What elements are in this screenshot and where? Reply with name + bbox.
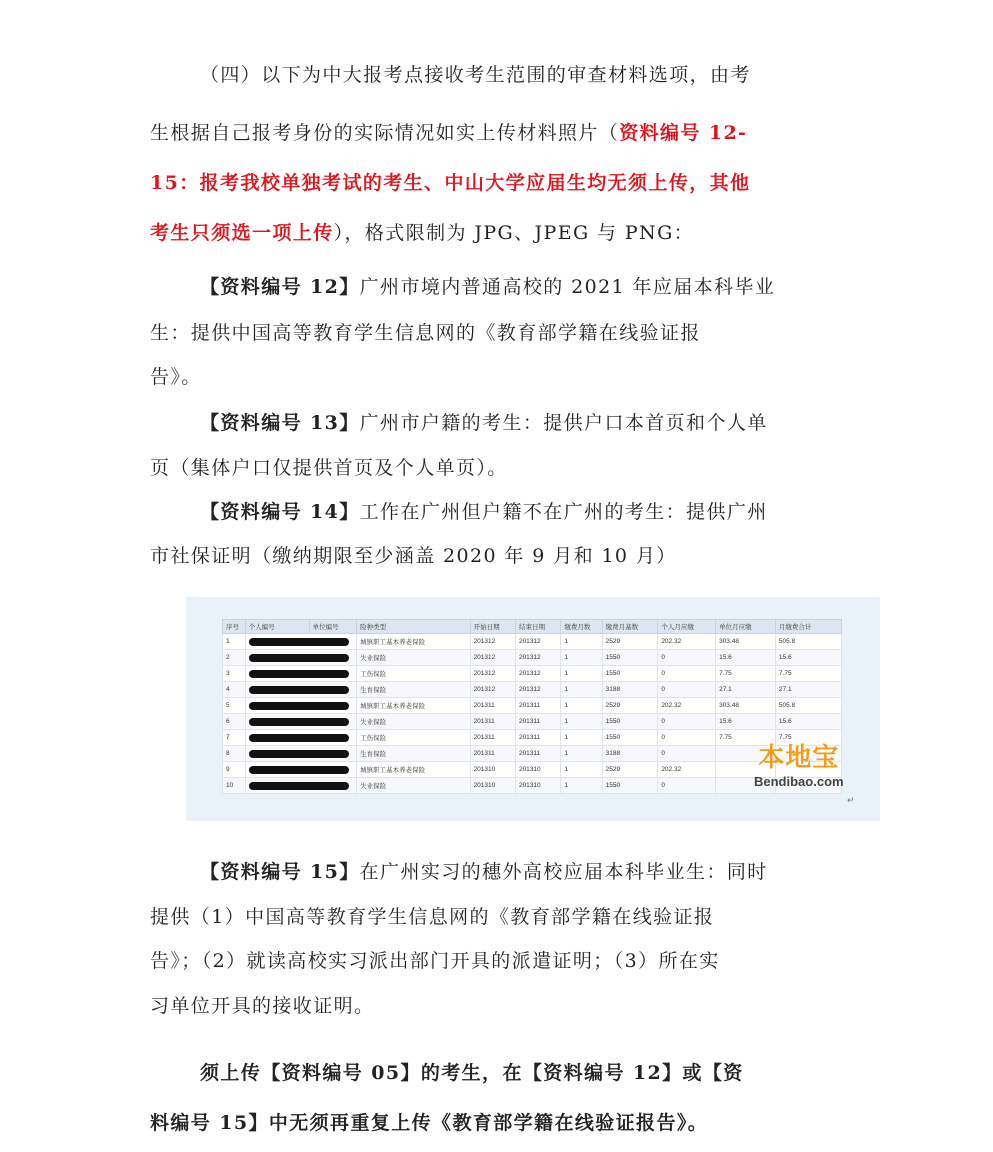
watermark-logo-text: 本地宝 xyxy=(758,743,840,773)
table-cell: 5 xyxy=(223,698,246,714)
table-cell: 0 xyxy=(658,650,716,666)
table-cell: 201312 xyxy=(515,666,560,682)
item12-line1 xyxy=(200,272,775,299)
table-cell: 1 xyxy=(561,682,602,698)
redaction-bar xyxy=(249,670,349,678)
table-cell: 2 xyxy=(223,650,246,666)
table-cell: 201312 xyxy=(470,682,515,698)
table-cell: 201311 xyxy=(470,746,515,762)
table-cell: 9 xyxy=(223,762,246,778)
table-cell: 生育保险 xyxy=(357,746,470,762)
item13-text1: 广州市户籍的考生：提供户口本首页和个人单 xyxy=(359,412,768,434)
table-cell: 202.32 xyxy=(658,634,716,650)
table-cell: 201311 xyxy=(470,698,515,714)
table-cell: 0 xyxy=(658,778,716,794)
table-row xyxy=(223,762,842,778)
para1-line4 xyxy=(150,218,694,245)
table-cell: 0 xyxy=(658,730,716,746)
para1-line2-red: 资料编号 12- xyxy=(619,122,748,144)
redacted-personal-id xyxy=(245,762,356,778)
table-cell: 0 xyxy=(658,682,716,698)
item15-line3: 告》；（2）就读高校实习派出部门开具的派遣证明；（3）所在实 xyxy=(150,950,720,972)
para1-line2-text: 生根据自己报考身份的实际情况如实上传材料照片（ xyxy=(150,122,620,144)
table-cell: 1 xyxy=(223,634,246,650)
table-cell: 1 xyxy=(561,762,602,778)
table-cell: 15.6 xyxy=(775,714,841,730)
table-cell: 失业保险 xyxy=(357,778,470,794)
table-cell: 2529 xyxy=(602,698,658,714)
table-cell: 1550 xyxy=(602,778,658,794)
table-cell: 201312 xyxy=(515,682,560,698)
redacted-personal-id xyxy=(245,634,356,650)
table-row xyxy=(223,682,842,698)
item15-line2: 提供（1）中国高等教育学生信息网的《教育部学籍在线验证报 xyxy=(150,906,715,928)
table-row xyxy=(223,634,842,650)
table-cell: 7.75 xyxy=(716,730,776,746)
table-cell: 7 xyxy=(223,730,246,746)
redaction-bar xyxy=(249,702,349,710)
redacted-personal-id xyxy=(245,730,356,746)
table-cell: 2529 xyxy=(602,634,658,650)
redaction-bar xyxy=(249,750,349,758)
table-cell: 201310 xyxy=(515,778,560,794)
item13-label: 【资料编号 13】 xyxy=(200,412,360,434)
table-cell: 1 xyxy=(561,634,602,650)
table-cell: 201312 xyxy=(470,666,515,682)
table-cell: 城镇职工基本养老保险 xyxy=(357,698,470,714)
item12-line2: 生：提供中国高等教育学生信息网的《教育部学籍在线验证报 xyxy=(150,322,701,344)
table-row xyxy=(223,666,842,682)
para1-line1: （四）以下为中大报考点接收考生范围的审查材料选项，由考 xyxy=(200,64,751,86)
table-cell: 1 xyxy=(561,730,602,746)
table-header-cell: 险种类型 xyxy=(357,620,470,634)
note-line1: 须上传【资料编号 05】的考生，在【资料编号 12】或【资 xyxy=(200,1062,744,1084)
para1-line2 xyxy=(150,118,747,145)
table-cell: 201312 xyxy=(515,634,560,650)
table-cell: 201311 xyxy=(515,746,560,762)
item15-line1 xyxy=(200,857,768,884)
table-header-cell: 月缴费合计 xyxy=(775,620,841,634)
item12-label: 【资料编号 12】 xyxy=(200,276,360,298)
table-cell: 15.6 xyxy=(716,650,776,666)
table-cell: 201310 xyxy=(470,778,515,794)
table-cell: 3188 xyxy=(602,746,658,762)
item14-line2: 市社保证明（缴纳期限至少涵盖 2020 年 9 月和 10 月） xyxy=(150,545,677,567)
item14-line1 xyxy=(200,497,768,524)
table-header-cell: 结束日期 xyxy=(515,620,560,634)
para1-line4-red: 考生只须选一项上传 xyxy=(150,222,334,244)
table-cell: 27.1 xyxy=(775,682,841,698)
redaction-bar xyxy=(249,654,349,662)
table-cell: 1550 xyxy=(602,666,658,682)
table-header-cell: 缴费月数 xyxy=(561,620,602,634)
table-cell: 1 xyxy=(561,698,602,714)
redaction-bar xyxy=(249,686,349,694)
item13-line2: 页（集体户口仅提供首页及个人单页）。 xyxy=(150,457,508,479)
table-cell: 15.6 xyxy=(775,650,841,666)
table-cell: 城镇职工基本养老保险 xyxy=(357,762,470,778)
paragraph-mark-icon: ↵ xyxy=(847,796,855,806)
table-header-cell: 序号 xyxy=(223,620,246,634)
table-cell: 生育保险 xyxy=(357,682,470,698)
redacted-personal-id xyxy=(245,666,356,682)
table-cell: 201312 xyxy=(470,650,515,666)
table-cell: 0 xyxy=(658,714,716,730)
item12-line3: 告》。 xyxy=(150,366,202,388)
table-cell: 202.32 xyxy=(658,762,716,778)
table-cell: 4 xyxy=(223,682,246,698)
redaction-bar xyxy=(249,718,349,726)
table-cell: 505.8 xyxy=(775,634,841,650)
table-cell: 工伤保险 xyxy=(357,730,470,746)
table-cell: 201312 xyxy=(470,634,515,650)
table-cell: 201311 xyxy=(470,730,515,746)
table-cell: 10 xyxy=(223,778,246,794)
table-cell: 201311 xyxy=(515,714,560,730)
table-cell: 失业保险 xyxy=(357,650,470,666)
table-cell: 1 xyxy=(561,714,602,730)
item15-text1: 在广州实习的穗外高校应届本科毕业生：同时 xyxy=(359,861,768,883)
table-header-row xyxy=(223,620,842,634)
table-header-cell: 单位编号 xyxy=(309,620,356,634)
table-cell: 201310 xyxy=(515,762,560,778)
table-cell: 303.48 xyxy=(716,634,776,650)
redacted-personal-id xyxy=(245,682,356,698)
bendibao-watermark xyxy=(754,737,844,789)
table-cell: 7.75 xyxy=(775,730,841,746)
table-row xyxy=(223,746,842,762)
item12-text1: 广州市境内普通高校的 2021 年应届本科毕业 xyxy=(359,276,776,298)
para1-line3-red: 15：报考我校单独考试的考生、中山大学应届生均无须上传，其他 xyxy=(150,172,751,194)
item15-label: 【资料编号 15】 xyxy=(200,861,360,883)
table-cell: 202.32 xyxy=(658,698,716,714)
table-cell: 1 xyxy=(561,746,602,762)
table-cell: 1550 xyxy=(602,730,658,746)
table-cell: 3 xyxy=(223,666,246,682)
table-cell: 201311 xyxy=(515,730,560,746)
table-cell: 城镇职工基本养老保险 xyxy=(357,634,470,650)
redaction-bar xyxy=(249,766,349,774)
table-row xyxy=(223,778,842,794)
table-header-cell: 缴费月基数 xyxy=(602,620,658,634)
table-cell: 201311 xyxy=(515,698,560,714)
watermark-site: Bendibao.com xyxy=(754,774,844,789)
table-cell: 1550 xyxy=(602,650,658,666)
table-row xyxy=(223,698,842,714)
table-header-cell: 个人编号 xyxy=(245,620,309,634)
table-cell: 201310 xyxy=(470,762,515,778)
table-cell: 6 xyxy=(223,714,246,730)
table-cell: 1 xyxy=(561,650,602,666)
table-cell: 0 xyxy=(658,746,716,762)
table-cell: 工伤保险 xyxy=(357,666,470,682)
redacted-personal-id xyxy=(245,778,356,794)
table-cell: 失业保险 xyxy=(357,714,470,730)
table-cell: 1550 xyxy=(602,714,658,730)
table-cell: 7.75 xyxy=(775,666,841,682)
table-cell: 201312 xyxy=(515,650,560,666)
social-security-table xyxy=(222,619,842,794)
table-cell: 303.48 xyxy=(716,698,776,714)
table-row xyxy=(223,650,842,666)
table-cell: 201311 xyxy=(470,714,515,730)
redacted-personal-id xyxy=(245,650,356,666)
redaction-bar xyxy=(249,638,349,646)
table-cell: 8 xyxy=(223,746,246,762)
table-cell: 15.6 xyxy=(716,714,776,730)
table-cell: 7.75 xyxy=(716,666,776,682)
item13-line1 xyxy=(200,408,768,435)
redacted-personal-id xyxy=(245,714,356,730)
table-cell: 1 xyxy=(561,666,602,682)
table-cell: 1 xyxy=(561,778,602,794)
table-cell: 0 xyxy=(658,666,716,682)
para1-line4-text: ），格式限制为 JPG、JPEG 与 PNG： xyxy=(333,222,695,244)
table-row xyxy=(223,730,842,746)
table-header-cell: 单位月应缴 xyxy=(716,620,776,634)
item14-text1: 工作在广州但户籍不在广州的考生：提供广州 xyxy=(359,501,768,523)
table-cell: 3188 xyxy=(602,682,658,698)
social-security-screenshot xyxy=(186,597,880,821)
table-row xyxy=(223,714,842,730)
redacted-personal-id xyxy=(245,746,356,762)
table-cell: 2529 xyxy=(602,762,658,778)
table-cell: 27.1 xyxy=(716,682,776,698)
note-line2: 料编号 15】中无须再重复上传《教育部学籍在线验证报告》。 xyxy=(150,1112,709,1134)
redaction-bar xyxy=(249,734,349,742)
item14-label: 【资料编号 14】 xyxy=(200,501,360,523)
item15-line4: 习单位开具的接收证明。 xyxy=(150,995,375,1017)
redacted-personal-id xyxy=(245,698,356,714)
table-header-cell: 开始日期 xyxy=(470,620,515,634)
table-header-cell: 个人月应缴 xyxy=(658,620,716,634)
redaction-bar xyxy=(249,782,349,790)
table-cell: 505.8 xyxy=(775,698,841,714)
